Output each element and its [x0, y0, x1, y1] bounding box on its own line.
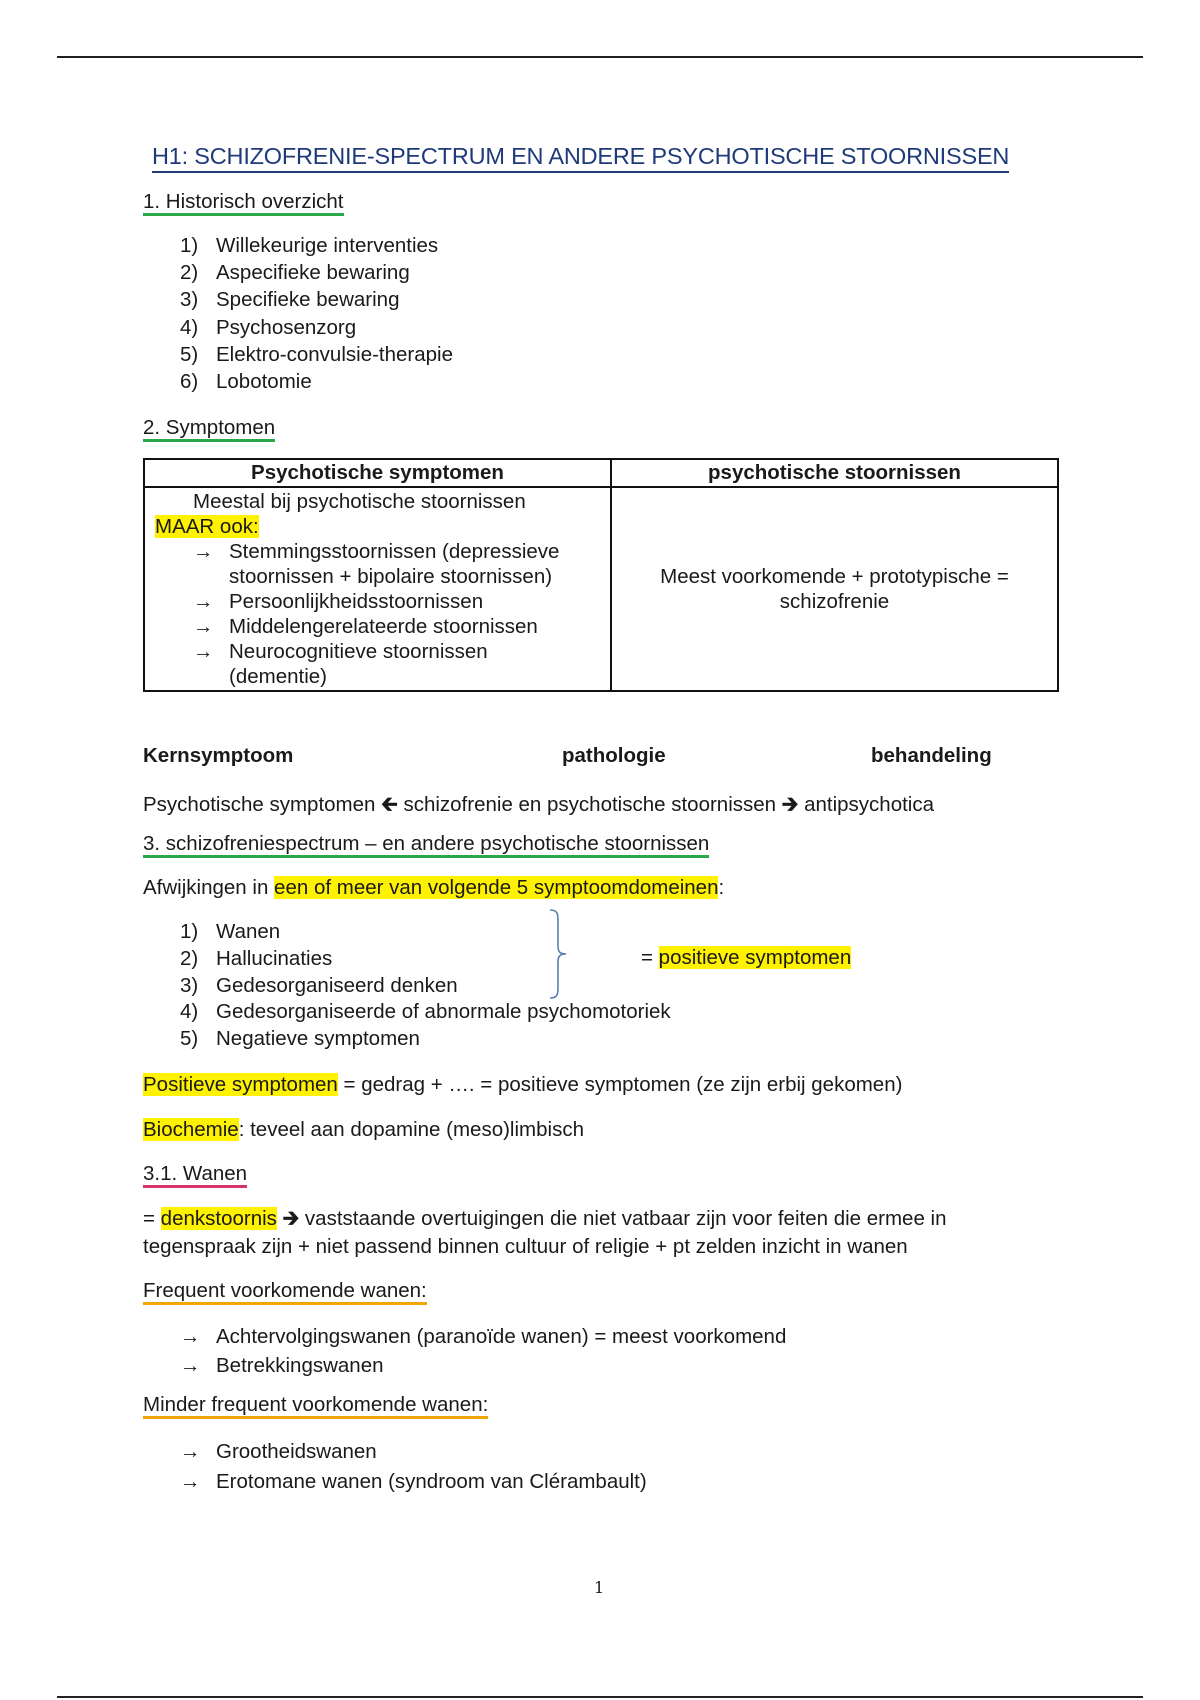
positive-symptoms-label: = positieve symptomen: [641, 946, 852, 969]
list-item: 2) Hallucinaties: [180, 946, 333, 970]
section-3-heading-text: 3. schizofreniespectrum – en andere psychotische stoornissen: [143, 832, 709, 858]
section-3-1-heading-text: 3.1. Wanen: [143, 1162, 247, 1188]
section-1-heading-text: 1. Historisch overzicht: [143, 190, 344, 216]
arrow-right-icon: →: [193, 540, 214, 563]
arrow-right-icon: 🡲: [781, 793, 799, 816]
table-row: [144, 487, 1058, 691]
table-header-psychotic-disorders: psychotische stoornissen: [611, 459, 1058, 487]
list-item: 5) Negatieve symptomen: [180, 1027, 420, 1051]
page-title: H1: SCHIZOFRENIE-SPECTRUM EN ANDERE PSYCHOTISCHE STOORNISSEN: [152, 143, 1009, 173]
list-item: 3) Gedesorganiseerd denken: [180, 973, 458, 997]
maar-ook-highlight: MAAR ook:: [155, 515, 259, 538]
less-frequent-wanen-heading: Minder frequent voorkomende wanen:: [143, 1393, 488, 1417]
frequent-wanen-list: [180, 1322, 786, 1380]
list-item: → Grootheidswanen: [180, 1437, 647, 1467]
arrow-right-icon: →: [193, 590, 214, 613]
arrow-right-icon: →: [180, 1470, 201, 1493]
list-item: → Middelengerelateerde stoornissen: [155, 614, 610, 639]
list-item: → Erotomane wanen (syndroom van Clérambault): [180, 1467, 647, 1497]
arrow-right-icon: →: [180, 1440, 201, 1463]
list-item: 1) Wanen: [180, 920, 281, 943]
arrow-right-icon: →: [180, 1325, 201, 1348]
biochemistry-line: Biochemie: teveel aan dopamine (meso)limbisch: [143, 1118, 584, 1141]
table-cell-left: [144, 487, 611, 691]
label-behandeling: behandeling: [871, 744, 992, 767]
positive-symptoms-line: Positieve symptomen = gedrag + …. = positieve symptomen (ze zijn erbij gekomen): [143, 1073, 903, 1096]
table-cell-right: [611, 487, 1058, 691]
list-item: → Neurocognitieve stoornissen (dementie): [155, 639, 610, 689]
symptoms-table: [143, 458, 1059, 692]
arrow-left-icon: 🡰: [381, 793, 398, 816]
pathology-line: Psychotische symptomen 🡰 schizofrenie en psychotische stoornissen 🡲 antipsychotica: [143, 793, 935, 816]
list-item: 2) Aspecifieke bewaring: [180, 261, 410, 285]
table-header-psychotic-symptoms: Psychotische symptomen: [144, 459, 611, 487]
list-item: → Betrekkingswanen: [180, 1351, 786, 1380]
section-2-heading-text: 2. Symptomen: [143, 416, 275, 442]
wanen-definition: = denkstoornis 🡲 vaststaande overtuigingen die niet vatbaar zijn voor feiten die ermee in tegenspraak zijn + niet passend binnen cultuur of religie + pt zelden inzicht in wanen: [143, 1207, 947, 1258]
frequent-wanen-heading: Frequent voorkomende wanen:: [143, 1279, 427, 1303]
list-item: → Achtervolgingswanen (paranoïde wanen) = meest voorkomend: [180, 1322, 786, 1351]
footer-rule: [57, 1696, 1143, 1698]
less-frequent-wanen-list: [180, 1437, 647, 1497]
arrow-right-icon: →: [193, 640, 214, 663]
label-kernsymptoom: Kernsymptoom: [143, 744, 294, 767]
page-number: 1: [594, 1578, 605, 1597]
header-rule: [57, 56, 1143, 58]
label-pathologie: pathologie: [562, 744, 666, 767]
section-3-heading: [143, 832, 709, 856]
arrow-right-icon: →: [193, 615, 214, 638]
list-item: 1) Willekeurige interventies: [180, 234, 439, 257]
list-item: 4) Psychosenzorg: [180, 315, 357, 339]
history-list: [180, 232, 453, 395]
arrow-right-icon: →: [180, 1354, 201, 1377]
list-item: 4) Gedesorganiseerde of abnormale psychomotoriek: [180, 1000, 671, 1024]
list-item: 5) Elektro-convulsie-therapie: [180, 342, 454, 366]
section-2-heading: [143, 416, 275, 440]
symptom-domains-list: [180, 919, 671, 1053]
curly-brace-icon: [548, 908, 568, 1000]
section-3-intro: Afwijkingen in een of meer van volgende 5 symptoomdomeinen:: [143, 876, 725, 899]
list-item: → Stemmingsstoornissen (depressieve stoornissen + bipolaire stoornissen): [155, 539, 610, 589]
list-item: 3) Specifieke bewaring: [180, 288, 400, 312]
table-right-text: Meest voorkomende + prototypische = schizofrenie: [660, 565, 1009, 613]
section-1-heading: [143, 190, 344, 214]
table-intro-text: Meestal bij psychotische stoornissen: [193, 490, 526, 513]
table-header-row: [144, 459, 1058, 487]
list-item: 6) Lobotomie: [180, 370, 312, 394]
section-3-1-heading: [143, 1162, 247, 1186]
arrow-right-icon: 🡲: [282, 1207, 300, 1230]
list-item: → Persoonlijkheidsstoornissen: [155, 589, 610, 614]
